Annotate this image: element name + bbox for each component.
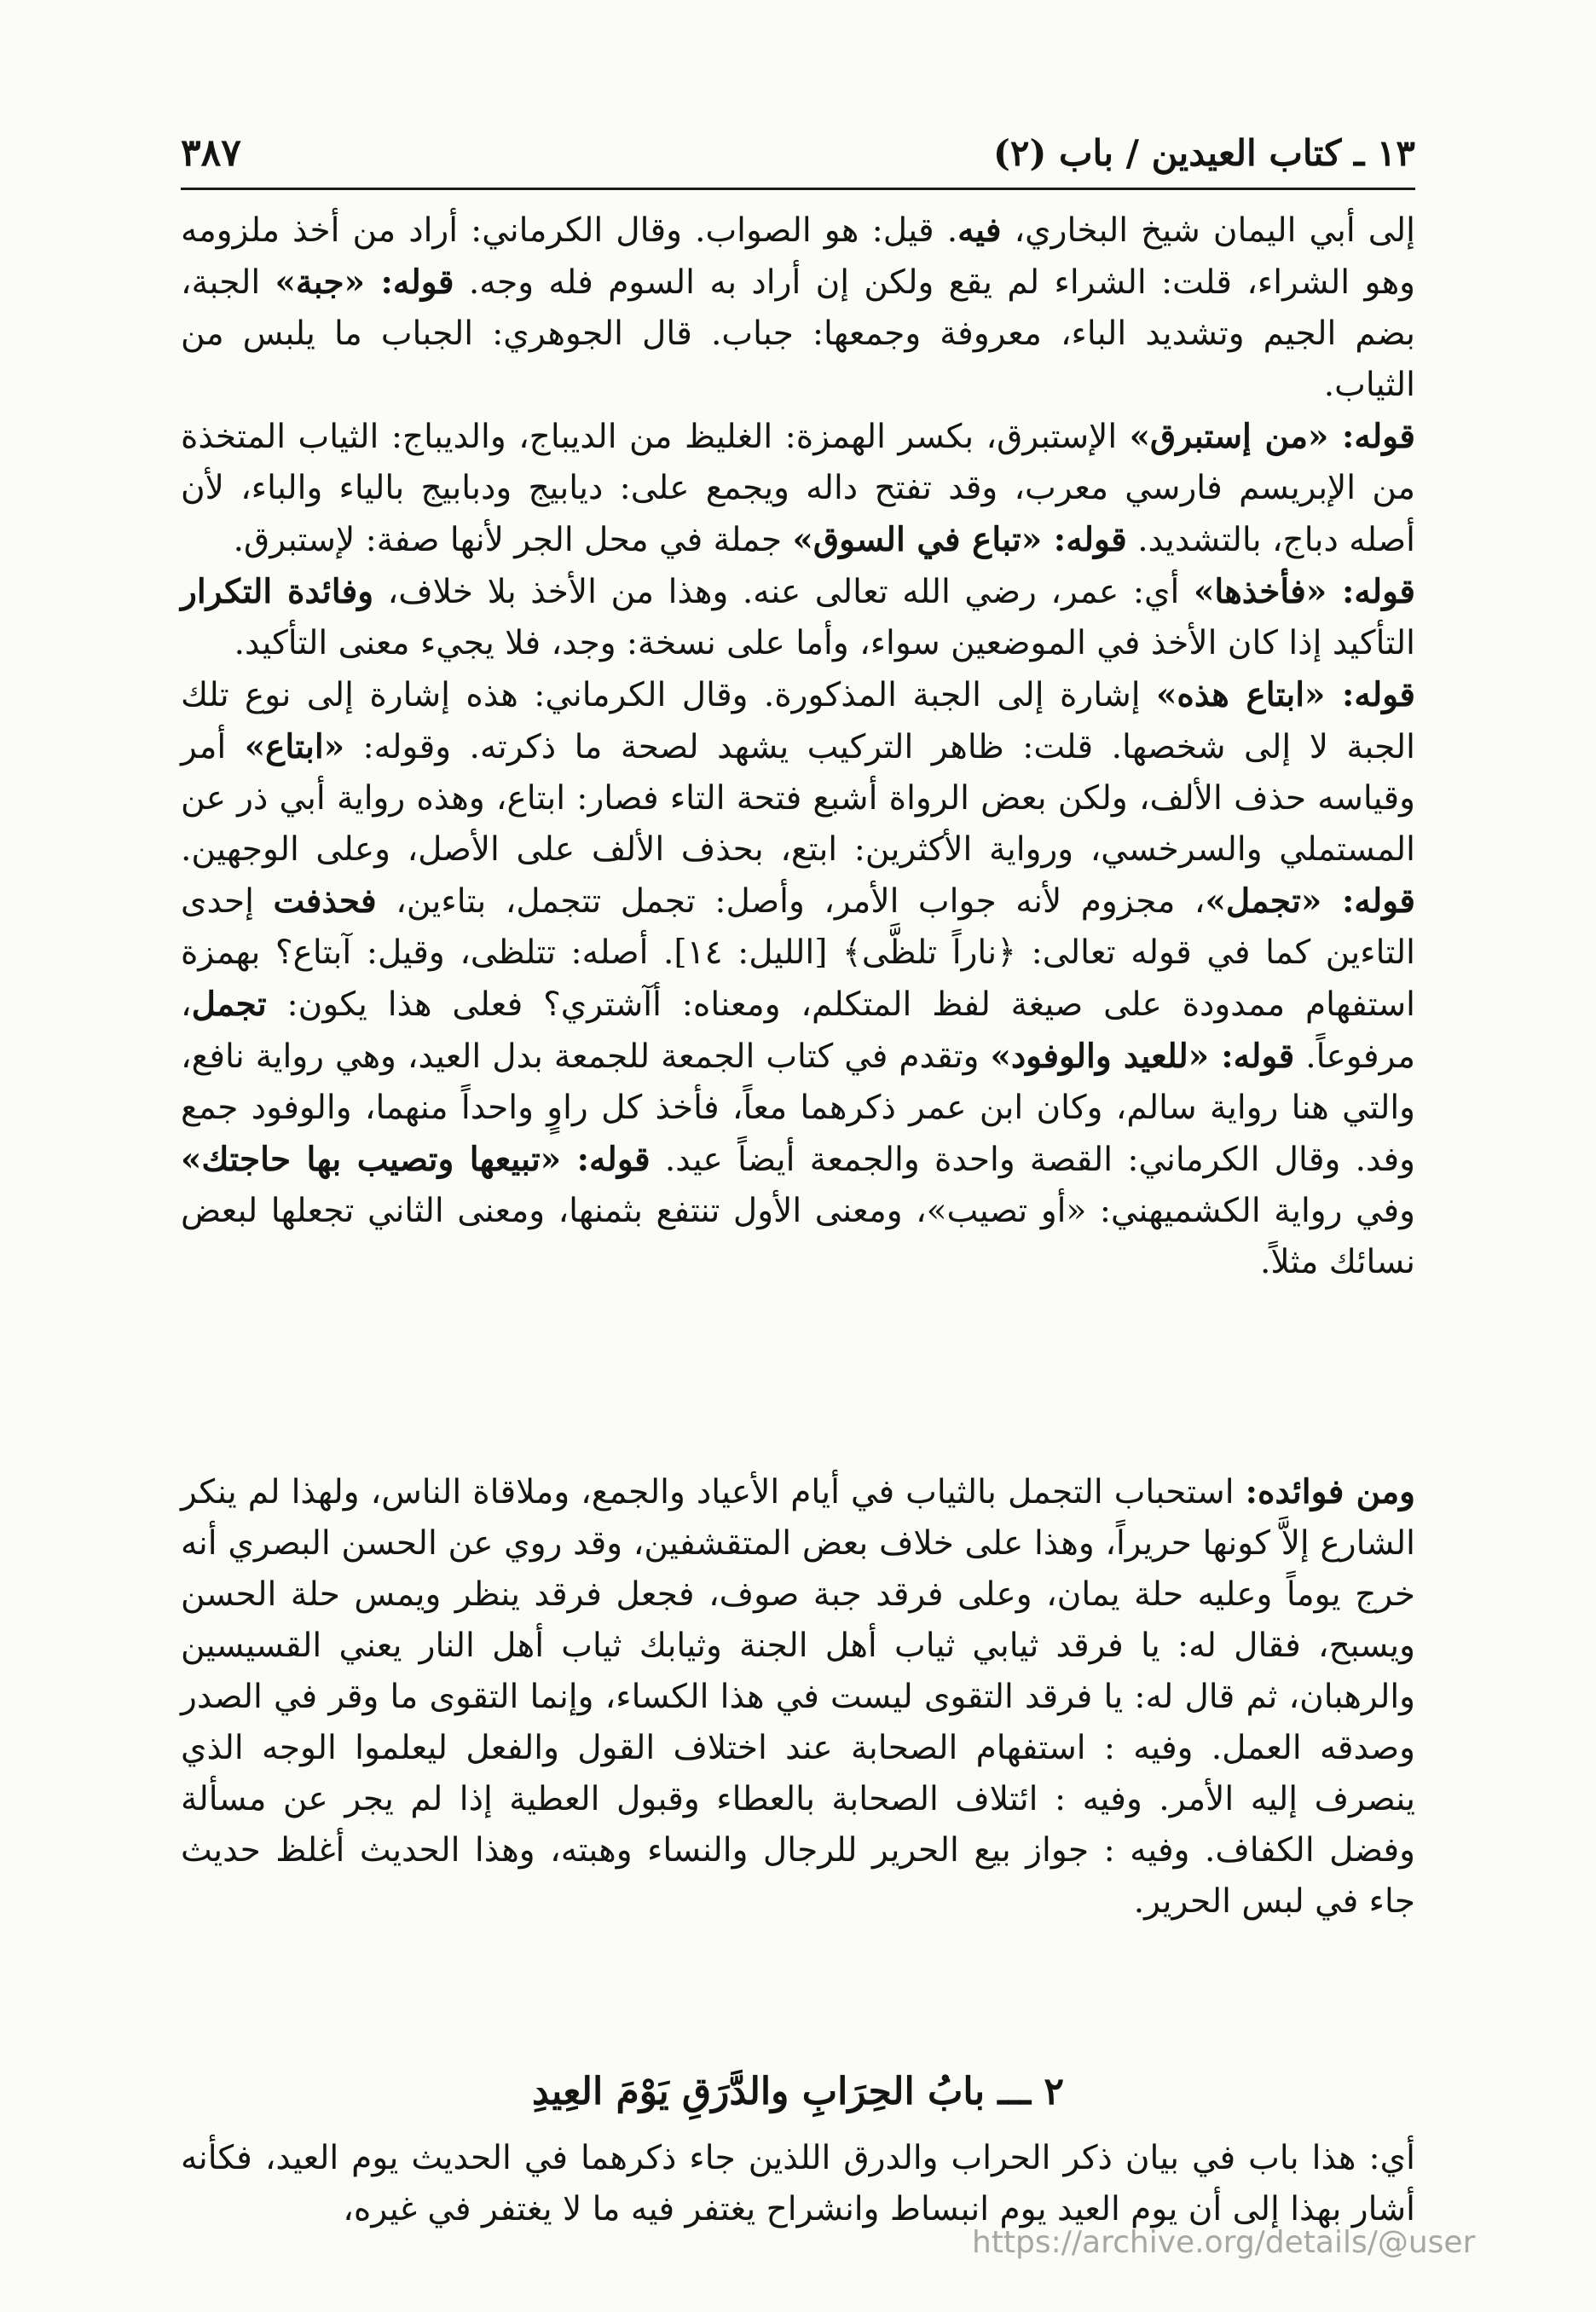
chapter-body: أي: هذا باب في بيان ذكر الحراب والدرق اللذين جاء ذكرهما في الحديث يوم العيد، فكأنه أشار بهذا إلى أن يوم العيد يوم انبساط وانشراح يغتفر فيه ما لا يغتفر في غيره، [181, 2139, 1415, 2228]
keyword: فحذفت [273, 881, 377, 921]
paragraph-4 [181, 669, 1415, 1288]
text-run: أي: عمر، رضي الله تعالى عنه. وهذا من الأخذ بلا خلاف، [373, 573, 1194, 611]
text-run: أمر وقياسه حذف الألف، ولكن بعض الرواة أشبع فتحة التاء فصار: ابتاع، وهذه رواية أبي ذر عن المستملي والسرخسي، ورواية الأكثرين: ابتع، بحذف الألف على الأصل، وعلى الوجهين. [181, 728, 1415, 869]
keyword: فيه [957, 211, 1002, 250]
running-title: ١٣ ـ كتاب العيدين / باب (٢) [993, 132, 1415, 174]
paragraph-1 [181, 205, 1415, 411]
text-run: الإستبرق، بكسر الهمزة: الغليظ من الديباج، والديباج: الثياب المتخذة من الإبريسم فارسي معرب، وقد تفتح داله ويجمع على: ديابيج ودبابيج بالياء والباء، لأن أصله دباج، بالتشديد. [181, 418, 1415, 559]
text-run: وتقدم في كتاب الجمعة للجمعة بدل العيد، وهي رواية نافع، والتي هنا رواية سالم، وكان ابن عمر ذكرهما معاً، فأخذ كل راوٍ واحداً منهما، والوفود جمع وفد. وقال الكرماني: القصة واحدة والجمعة أيضاً عيد. [181, 1038, 1415, 1179]
text-run: التأكيد إذا كان الأخذ في الموضعين سواء، وأما على نسخة: وجد، فلا يجيء معنى التأكيد. [234, 624, 1415, 662]
text-run: استحباب التجمل بالثياب في أيام الأعياد والجمع، وملاقاة الناس، ولهذا لم ينكر الشارع إلاَّ كونها حريراً، وهذا على خلاف بعض المتقشفين، وقد روي عن الحسن البصري أنه خرج يوماً وعليه حلة يمان، وعلى فرقد جبة صوف، فجعل فرقد ينظر ويمس حلة الحسن ويسبح، فقال له: يا فرقد ثيابي ثياب أهل الجنة وثيابك ثياب أهل النار يعني القسيسين والرهبان، ثم قال له: يا فرقد التقوى ليست في هذا الكساء، وإنما التقوى ما وقر في الصدر وصدقه العمل. وفيه : استفهام الصحابة عند اختلاف القول والفعل ليعلموا الوجه الذي ينصرف إليه الأمر. وفيه : ائتلاف الصحابة بالعطاء وقبول العطية إذا لم يجر عن مسألة وفضل الكفاف. وفيه : جواز بيع الحرير للرجال والنساء وهبته، وهذا الحديث أغلظ حديث جاء في لبس الحرير. [181, 1473, 1415, 1921]
paragraph-3 [181, 566, 1415, 669]
text-run: إحدى التاءين كما في قوله تعالى: ﴿ناراً تلظَّى﴾ [الليل: ١٤]. أصله: تتلظى، وقيل: آبتاع؟ بهمزة استفهام ممدودة على صيغة لفظ المتكلم، ومعناه: أآشتري؟ فعلى هذا يكون: [181, 882, 1415, 1024]
keyword: قوله: «تباع في السوق» [792, 520, 1127, 559]
text-run: جملة في محل الجر لأنها صفة: لإستبرق. [233, 521, 793, 559]
keyword: قوله: «تبيعها وتصيب بها حاجتك» [181, 1140, 651, 1179]
keyword: قوله: «للعيد والوفود» [990, 1037, 1295, 1076]
text-run: . قيل: هو الصواب. وقال الكرماني: أراد من أخذ ملزومه وهو الشراء، قلت: الشراء لم يقع ولكن إن أراد به السوم فله وجه. [181, 211, 1416, 302]
page-header [181, 126, 1415, 190]
text-run: إشارة إلى الجبة المذكورة. وقال الكرماني: هذه إشارة إلى نوع تلك الجبة لا إلى شخصها. قلت: ظاهر التركيب يشهد لصحة ما ذكرته. وقوله: [181, 676, 1415, 766]
keyword: قوله: «تجمل» [1205, 881, 1415, 921]
text-run: الجبة، بضم الجيم وتشديد الباء، معروفة وجمعها: جباب. قال الجوهري: الجباب ما يلبس من الثياب. [181, 263, 1415, 404]
chapter-heading: ٢ ـــ بابُ الحِرَابِ والدَّرَقِ يَوْمَ العِيدِ [531, 2070, 1065, 2113]
text-run: إلى أبي اليمان شيخ البخاري، [1001, 211, 1415, 250]
keyword: تجمل [191, 985, 267, 1024]
keyword: قوله: «ابتاع هذه» [1156, 675, 1415, 714]
benefits-paragraph [181, 1466, 1415, 1928]
text-run: ، مجزوم لأنه جواب الأمر، وأصل: تجمل تتجمل، بتاءين، [376, 882, 1206, 921]
watermark-url: https://archive.org/details/@user [972, 2225, 1476, 2260]
keyword: ومن فوائده: [1245, 1472, 1415, 1511]
keyword: قوله: «من إستبرق» [1129, 417, 1415, 456]
keyword: قوله: «فأخذها» [1193, 572, 1415, 611]
commentary-text [181, 205, 1415, 1288]
keyword: «ابتاع» [244, 727, 345, 766]
keyword: وفائدة التكرار [181, 572, 374, 611]
page-number: ٣٨٧ [181, 131, 241, 175]
text-run: وفي رواية الكشميهني: «أو تصيب»، ومعنى الأول تنتفع بثمنها، ومعنى الثاني تجعلها لبعض نسائك مثلاً. [181, 1192, 1415, 1281]
paragraph-2 [181, 411, 1415, 566]
keyword: قوله: «جبة» [275, 263, 454, 302]
text-run: ، مرفوعاً. [181, 985, 1415, 1076]
